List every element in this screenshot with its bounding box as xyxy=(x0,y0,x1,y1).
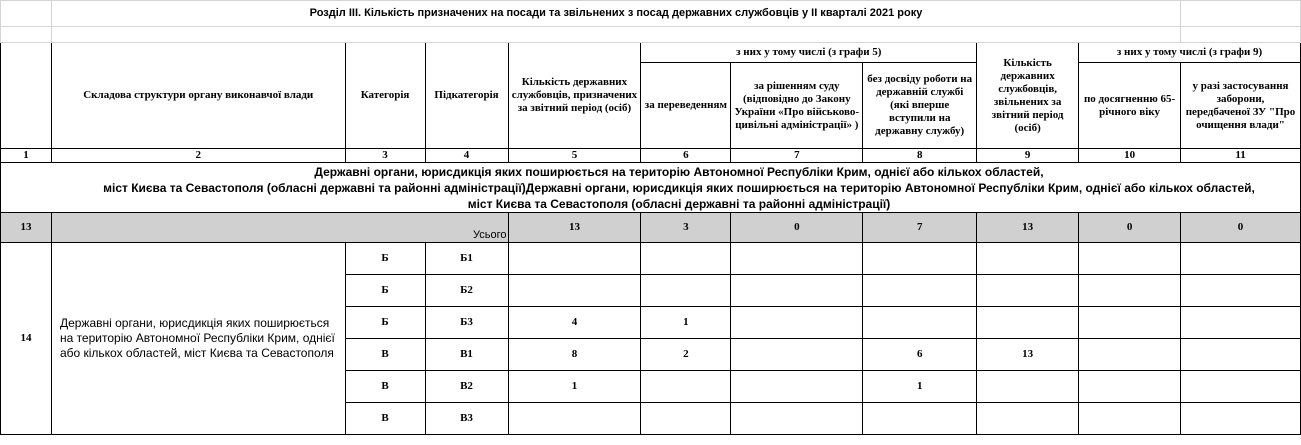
row3-c9[interactable] xyxy=(977,307,1079,339)
row3-c6[interactable]: 1 xyxy=(641,307,731,339)
colnum-5[interactable]: 5 xyxy=(508,149,641,163)
row4-c5[interactable]: 8 xyxy=(508,339,641,371)
row3-c8[interactable] xyxy=(863,307,977,339)
row4-c11[interactable] xyxy=(1181,339,1301,371)
row5-c7[interactable] xyxy=(731,371,863,403)
row5-c11[interactable] xyxy=(1181,371,1301,403)
row1-subcategory[interactable]: Б1 xyxy=(425,243,508,275)
row2-subcategory[interactable]: Б2 xyxy=(425,275,508,307)
section-title-line3: міст Києва та Севастополя (обласні державні та районні адміністрації) xyxy=(467,196,891,211)
cell-b2[interactable] xyxy=(51,27,1180,43)
header-appointed[interactable]: Кількість державних службовців, призначених за звітний період (осіб) xyxy=(508,43,641,149)
row5-c5[interactable]: 1 xyxy=(508,371,641,403)
header-col1[interactable] xyxy=(1,43,52,149)
header-category[interactable]: Категорія xyxy=(345,43,425,149)
row5-c10[interactable] xyxy=(1079,371,1181,403)
header-structure[interactable]: Складова структури органу виконавчої влади xyxy=(51,43,345,149)
colnum-4[interactable]: 4 xyxy=(425,149,508,163)
row6-category[interactable]: В xyxy=(345,403,425,435)
colnum-11[interactable]: 11 xyxy=(1181,149,1301,163)
row4-c7[interactable] xyxy=(731,339,863,371)
section-title-line1: Державні органи, юрисдикція яких поширюється на територію Автономної Республіки Крим, однієї або кількох областей, xyxy=(314,164,1044,179)
colnum-2[interactable]: 2 xyxy=(51,149,345,163)
cell-a2[interactable] xyxy=(1,27,52,43)
row2-c5[interactable] xyxy=(508,275,641,307)
total-row-number[interactable]: 13 xyxy=(1,213,52,243)
total-c9[interactable]: 13 xyxy=(977,213,1079,243)
row3-subcategory[interactable]: Б3 xyxy=(425,307,508,339)
header-no-experience[interactable]: без досвіду роботи на державній службі (які вперше вступили на державну службу) xyxy=(863,63,977,149)
row1-c8[interactable] xyxy=(863,243,977,275)
total-c10[interactable]: 0 xyxy=(1079,213,1181,243)
row4-c10[interactable] xyxy=(1079,339,1181,371)
row1-c11[interactable] xyxy=(1181,243,1301,275)
row5-c6[interactable] xyxy=(641,371,731,403)
row1-c9[interactable] xyxy=(977,243,1079,275)
row1-c10[interactable] xyxy=(1079,243,1181,275)
colnum-7[interactable]: 7 xyxy=(731,149,863,163)
colnum-6[interactable]: 6 xyxy=(641,149,731,163)
header-subcategory[interactable]: Підкатегорія xyxy=(425,43,508,149)
row2-category[interactable]: Б xyxy=(345,275,425,307)
colnum-10[interactable]: 10 xyxy=(1079,149,1181,163)
total-c5[interactable]: 13 xyxy=(508,213,641,243)
row5-c9[interactable] xyxy=(977,371,1079,403)
row2-c8[interactable] xyxy=(863,275,977,307)
total-c6[interactable]: 3 xyxy=(641,213,731,243)
cell-k2[interactable] xyxy=(1181,27,1301,43)
row6-c8[interactable] xyxy=(863,403,977,435)
cell-a1[interactable] xyxy=(1,1,52,27)
row6-c9[interactable] xyxy=(977,403,1079,435)
row1-c7[interactable] xyxy=(731,243,863,275)
row6-c6[interactable] xyxy=(641,403,731,435)
row3-c5[interactable]: 4 xyxy=(508,307,641,339)
row1-c5[interactable] xyxy=(508,243,641,275)
row3-c10[interactable] xyxy=(1079,307,1181,339)
row4-c6[interactable]: 2 xyxy=(641,339,731,371)
row6-c10[interactable] xyxy=(1079,403,1181,435)
row4-c8[interactable]: 6 xyxy=(863,339,977,371)
row3-c7[interactable] xyxy=(731,307,863,339)
row1-category[interactable]: Б xyxy=(345,243,425,275)
row6-c11[interactable] xyxy=(1181,403,1301,435)
header-dismissed[interactable]: Кількість державних службовців, звільнених за звітний період (осіб) xyxy=(977,43,1079,149)
header-transfer[interactable]: за переведенням xyxy=(641,63,731,149)
row6-c5[interactable] xyxy=(508,403,641,435)
row6-subcategory[interactable]: В3 xyxy=(425,403,508,435)
row2-c7[interactable] xyxy=(731,275,863,307)
row4-category[interactable]: В xyxy=(345,339,425,371)
group-row-number[interactable]: 14 xyxy=(1,243,52,435)
row3-category[interactable]: Б xyxy=(345,307,425,339)
row6-c7[interactable] xyxy=(731,403,863,435)
row4-c9[interactable]: 13 xyxy=(977,339,1079,371)
cell-k1[interactable] xyxy=(1181,1,1301,27)
total-c8[interactable]: 7 xyxy=(863,213,977,243)
colnum-1[interactable]: 1 xyxy=(1,149,52,163)
row5-category[interactable]: В xyxy=(345,371,425,403)
row5-subcategory[interactable]: В2 xyxy=(425,371,508,403)
colnum-3[interactable]: 3 xyxy=(345,149,425,163)
row5-c8[interactable]: 1 xyxy=(863,371,977,403)
colnum-8[interactable]: 8 xyxy=(863,149,977,163)
header-lustration[interactable]: у разі застосування заборони, передбаченої ЗУ "Про очищення влади" xyxy=(1181,63,1301,149)
colnum-9[interactable]: 9 xyxy=(977,149,1079,163)
row2-c9[interactable] xyxy=(977,275,1079,307)
row3-c11[interactable] xyxy=(1181,307,1301,339)
section-title[interactable] xyxy=(1,163,1301,213)
header-court[interactable]: за рішенням суду (відповідно до Закону України «Про військово-цивільні адміністрації» ) xyxy=(731,63,863,149)
total-c11[interactable]: 0 xyxy=(1181,213,1301,243)
total-label-text: Усього xyxy=(473,229,507,241)
total-c7[interactable]: 0 xyxy=(731,213,863,243)
row4-subcategory[interactable]: В1 xyxy=(425,339,508,371)
report-title[interactable]: Розділ ІІІ. Кількість призначених на посади та звільнених з посад державних службовців у ІІ кварталі 2021 року xyxy=(51,1,1180,27)
header-group-col9[interactable]: з них у тому числі (з графи 9) xyxy=(1079,43,1301,63)
total-label[interactable] xyxy=(51,213,508,243)
group-org-name[interactable]: Державні органи, юрисдикція яких поширюється на територію Автономної Республіки Крим, однієї або кількох областей, міст Києва та Севастополя xyxy=(51,243,345,435)
section-title-line2: міст Києва та Севастополя (обласні державні та районні адміністрації)Державні органи, юрисдикція яких поширюється на територію Автономної Республіки Крим, однієї або кількох областей, xyxy=(103,180,1255,195)
row1-c6[interactable] xyxy=(641,243,731,275)
row2-c10[interactable] xyxy=(1079,275,1181,307)
header-group-col5[interactable]: з них у тому числі (з графи 5) xyxy=(641,43,977,63)
row2-c11[interactable] xyxy=(1181,275,1301,307)
row2-c6[interactable] xyxy=(641,275,731,307)
header-age-65[interactable]: по досягненню 65-річного віку xyxy=(1079,63,1181,149)
